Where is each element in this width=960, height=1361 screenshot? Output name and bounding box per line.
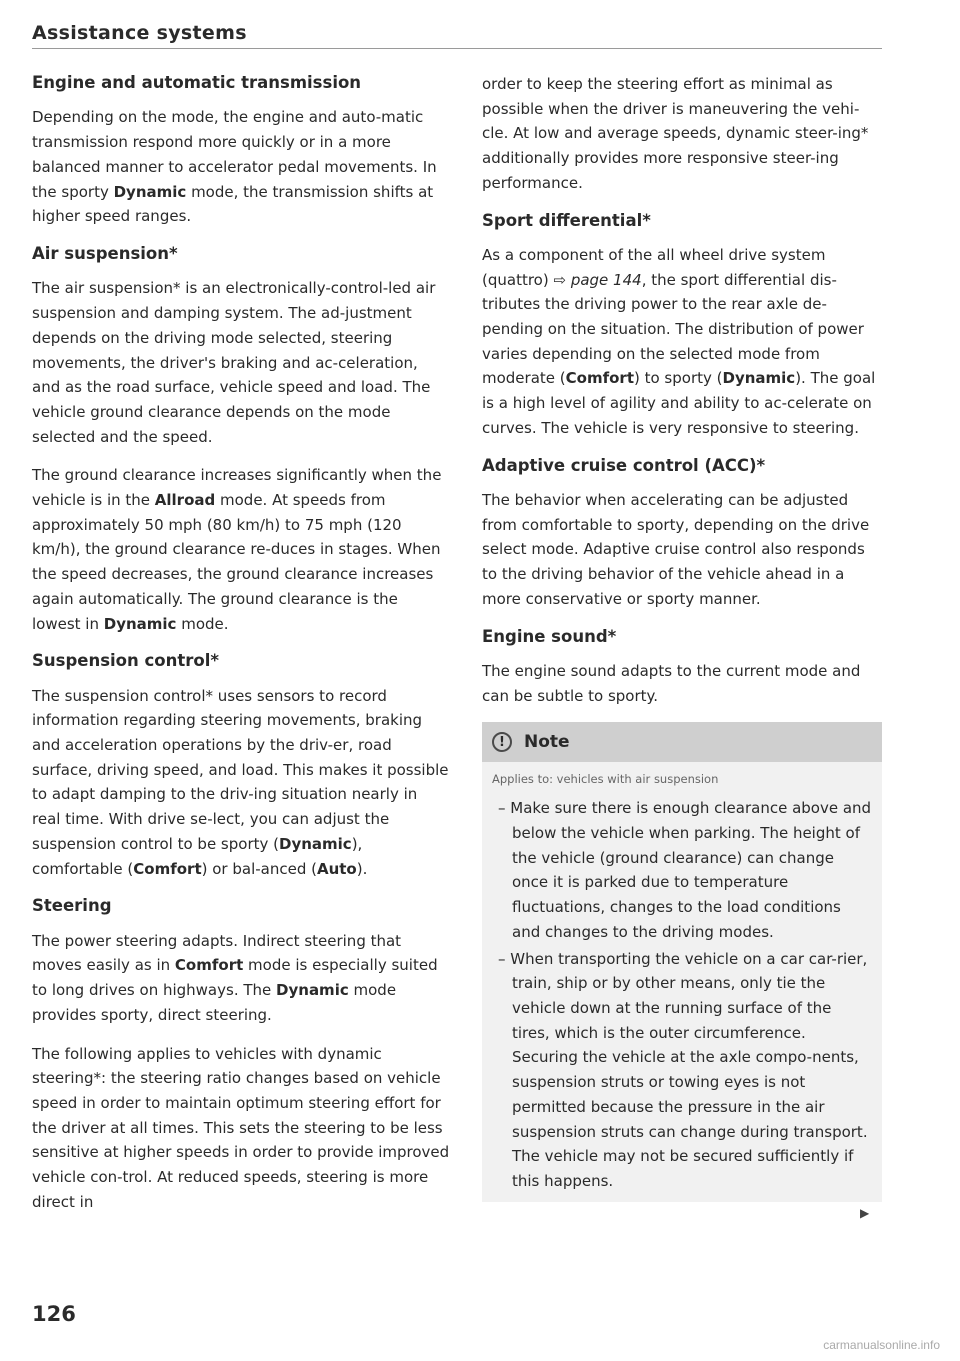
exclamation-circle-icon: ! (492, 732, 512, 752)
heading-engine-sound: Engine sound* (482, 626, 617, 646)
paragraph-sport-differential: As a component of the all wheel drive system (quattro) ⇨ page 144, the sport differential dis-tributes the driving power to the rear axle de-pending on the situation. The distribution of power varies depending on the selected mode from moderate (Comfort) to sporty (Dynamic). The goal is a high level of agility and ability to ac-celerate on curves. The vehicle is very responsive to steering. (482, 245, 876, 437)
section-title: Assistance systems (32, 22, 247, 44)
heading-suspension-control: Suspension control* (32, 651, 220, 671)
paragraph-adaptive-cruise-control: The behavior when accelerating can be adjusted from comfortable to sporty, depending on the drive select mode. Adaptive cruise control also responds to the driving behavior of the vehicle ahead in a more conservative or sporty manner. (482, 491, 870, 608)
note-applies-to: Applies to: vehicles with air suspension (492, 772, 719, 787)
header-divider (32, 48, 882, 49)
note-list-item: – Make sure there is enough clearance above and below the vehicle when parking. The height of the vehicle (ground clearance) can change once it is parked due to temperature fluctuations, changes to the load conditions and changes to the driving modes. (492, 796, 872, 944)
paragraph-steering-continued: order to keep the steering effort as minimal as possible when the driver is maneuvering the vehi-cle. At low and average speeds, dynamic steer-ing* additionally provides more responsive steer-ing performance. (482, 75, 869, 192)
page-reference-link[interactable]: ⇨ page 144 (553, 270, 642, 289)
right-column (482, 72, 884, 1202)
left-column (32, 72, 450, 1224)
watermark: carmanualsonline.info (823, 1338, 940, 1352)
note-list (492, 796, 872, 1193)
note-list-item: – When transporting the vehicle on a car car-rier, train, ship or by other means, only tie the vehicle down at the running surface of the tires, which is the outer circumference. Securing the vehicle at the axle compo-nents, suspension struts or towing eyes is not permitted because the pressure in the air suspension struts can change during transport. The vehicle may not be secured sufficiently if this happens. (492, 947, 872, 1194)
paragraph-engine-sound: The engine sound adapts to the current mode and can be subtle to sporty. (482, 661, 861, 705)
paragraph-suspension-control: The suspension control* uses sensors to record information regarding steering movements, braking and acceleration operations by the driv-er, road surface, driving speed, and load. This makes it possible to adapt damping to the driv-ing situation nearly in real time. With drive se-lect, you can adjust the suspension control to be sporty (Dynamic), comfortable (Comfort) or bal-anced (Auto). (32, 686, 449, 878)
continue-arrow-icon: ▶ (860, 1206, 870, 1220)
paragraph-air-suspension-2: The ground clearance increases significantly when the vehicle is in the Allroad mode. At speeds from approximately 50 mph (80 km/h) to 75 mph (120 km/h), the ground clearance re-duces in stages. When the speed decreases, the ground clearance increases again automatically. The ground clearance is the lowest in Dynamic mode. (32, 466, 442, 633)
paragraph-air-suspension-1: The air suspension* is an electronically-control-led air suspension and damping system. The ad-justment depends on the driving mode selected, steering movements, the driver's braking and ac-celeration, and as the road surface, vehicle speed and load. The vehicle ground clearance depends on the mode selected and the speed. (32, 279, 436, 446)
note-header (482, 722, 882, 762)
heading-sport-differential: Sport differential* (482, 210, 651, 230)
paragraph-engine-transmission: Depending on the mode, the engine and auto-matic transmission respond more quickly or in a more balanced manner to accelerator pedal movements. In the sporty Dynamic mode, the transmission shifts at higher speed ranges. (32, 108, 437, 226)
heading-air-suspension: Air suspension* (32, 243, 178, 263)
paragraph-steering-1: The power steering adapts. Indirect steering that moves easily as in Comfort mode is especially suited to long drives on highways. The Dynamic mode provides sporty, direct steering. (32, 931, 438, 1024)
heading-steering: Steering (32, 896, 112, 916)
note-box (482, 722, 882, 1201)
note-title: Note (524, 732, 570, 753)
heading-engine-transmission: Engine and automatic transmission (32, 73, 362, 92)
page-number: 126 (32, 1302, 76, 1326)
paragraph-steering-2: The following applies to vehicles with dynamic steering*: the steering ratio changes based on vehicle speed in order to maintain optimum steering effort for the driver at all times. This sets the steering to be less sensitive at higher speeds in order to provide improved vehicle con-trol. At reduced speeds, steering is more direct in (32, 1044, 450, 1211)
note-body (482, 762, 882, 1201)
heading-adaptive-cruise-control: Adaptive cruise control (ACC)* (482, 455, 766, 475)
